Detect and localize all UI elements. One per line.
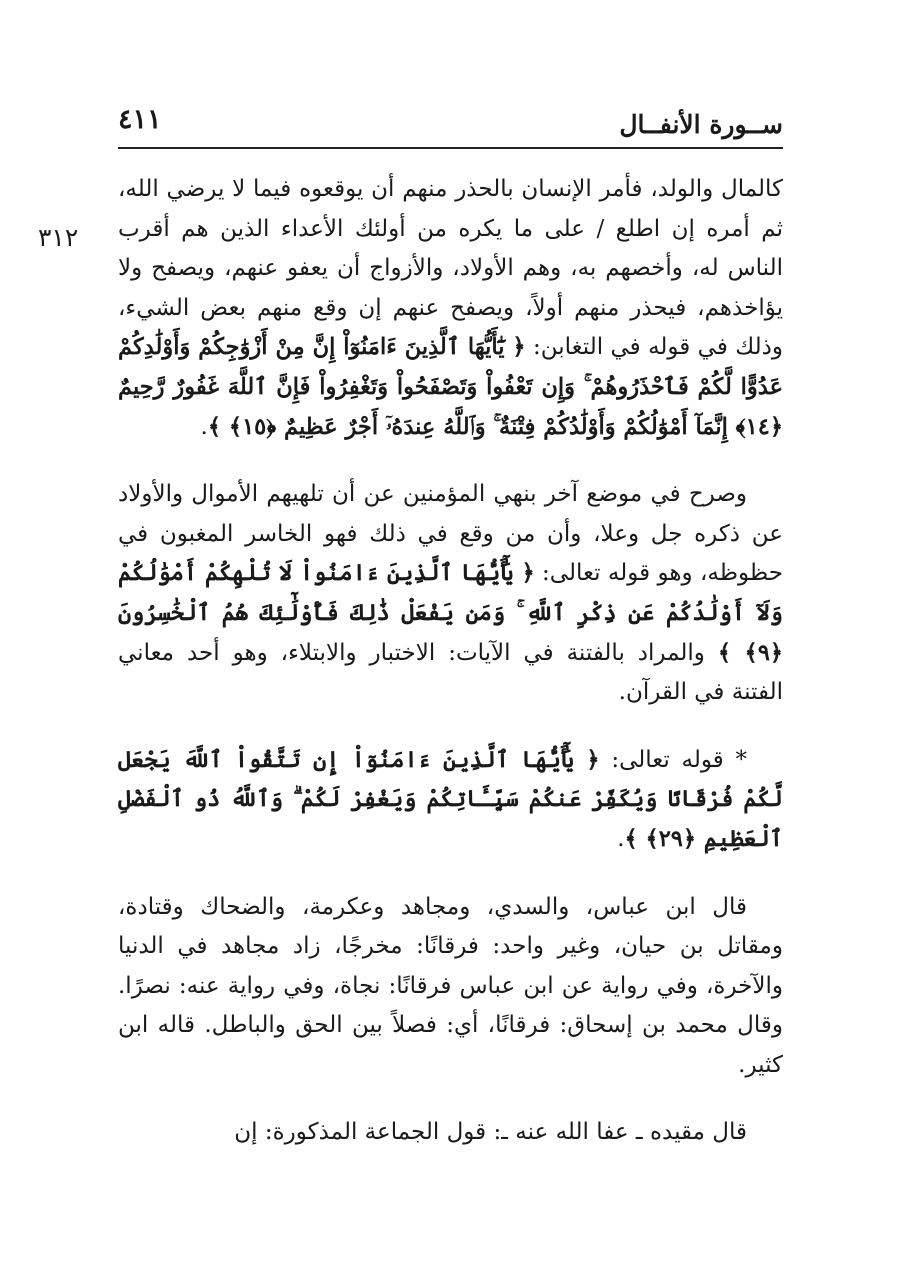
- body-text: [118, 170, 783, 1153]
- quran-verse: ﴿ يَٰٓأَيُّهَا ٱلَّذِينَ ءَامَنُوٓاْ إِن تَتَّقُواْ ٱللَّهَ يَجْعَل لَّكُمْ فُرْقَانًا وَيُكَفِّرْ عَنكُمْ سَيِّـَٔاتِكُمْ وَيَغْفِرْ لَكُمْ ۗ وَٱللَّهُ ذُو ٱلْفَضْلِ ٱلْعَظِيمِ ﴿٢٩﴾ ﴾: [118, 746, 783, 852]
- paragraph-gap: [118, 447, 783, 475]
- paragraph-text: والمراد بالفتنة في الآيات: الاختبار والابتلاء، وهو أحد معاني الفتنة في القرآن.: [118, 639, 783, 706]
- paragraph-1: [118, 170, 783, 447]
- paragraph-gap: [118, 860, 783, 888]
- paragraph-text: قال مقيده ـ عفا الله عنه ـ: قول الجماعة المذكورة: إن: [234, 1119, 747, 1146]
- paragraph-gap: [118, 1085, 783, 1113]
- paragraph-5: [118, 1113, 783, 1153]
- paragraph-4: [118, 888, 783, 1086]
- paragraph-text: كالمال والولد، فأمر الإنسان بالحذر منهم أن يوقعوه فيما لا يرضي الله، ثم أمره إن اطلع / على ما يكره من أولئك الأعداء الذين هم أقرب الناس له، وأخصهم به، وهم الأولاد، والأزواج أن يعفو عنهم، ويصفح ولا يؤاخذهم، فيحذر منهم أولاً، ويصفح عنهم إن وقع منهم بعض الشيء، وذلك في قوله في التغابن:: [118, 176, 783, 361]
- paragraph-2: [118, 475, 783, 713]
- page-header: [118, 100, 783, 148]
- quran-verse: ﴿ يَٰٓأَيُّهَا ٱلَّذِينَ ءَامَنُوٓاْ إِنَّ مِنْ أَزْوَٰجِكُمْ وَأَوْلَٰدِكُمْ عَدُوًّا لَّكُمْ فَٱحْذَرُوهُمْ ۚ وَإِن تَعْفُواْ وَتَصْفَحُواْ وَتَغْفِرُواْ فَإِنَّ ٱللَّهَ غَفُورٌ رَّحِيمٌ ﴿١٤﴾ إِنَّمَآ أَمْوَٰلُكُمْ وَأَوْلَٰدُكُمْ فِتْنَةٌ ۚ وَٱللَّهُ عِندَهُۥٓ أَجْرٌ عَظِيمٌ ﴿١٥﴾ ﴾: [118, 334, 783, 440]
- paragraph-text: * قوله تعالى:: [599, 746, 747, 773]
- quran-verse: ﴿ يَٰٓأَيُّهَا ٱلَّذِينَ ءَامَنُواْ لَا تُلْهِكُمْ أَمْوَٰلُكُمْ وَلَآ أَوْلَٰدُكُمْ عَن ذِكْرِ ٱللَّهِ ۚ وَمَن يَفْعَلْ ذَٰلِكَ فَأُوْلَٰٓئِكَ هُمُ ٱلْخَٰسِرُونَ ﴿٩﴾ ﴾: [118, 560, 783, 666]
- paragraph-text: .: [617, 825, 625, 852]
- paragraph-3: [118, 741, 783, 860]
- margin-page-reference: ٣١٢: [38, 223, 79, 252]
- paragraph-text: وصرح في موضع آخر بنهي المؤمنين عن أن تلهيهم الأموال والأولاد عن ذكره جل وعلا، وأن من وقع في ذلك فهو الخاسر المغبون في حظوظه، وهو قوله تعالى:: [118, 481, 784, 587]
- sura-title: ســورة الأنفــال: [619, 110, 783, 139]
- paragraph-gap: [118, 713, 783, 741]
- paragraph-text: قال ابن عباس، والسدي، ومجاهد وعكرمة، والضحاك وقتادة، ومقاتل بن حيان، وغير واحد: فرقانًا: مخرجًا، زاد مجاهد في الدنيا والآخرة، وفي رواية عن ابن عباس فرقانًا: نجاة، وفي رواية عنه: نصرًا. وقال محمد بن إسحاق: فرقانًا، أي: فصلاً بين الحق والباطل. قاله ابن كثير.: [118, 893, 783, 1078]
- page-number: ٤١١: [118, 104, 162, 135]
- header-rule: [118, 147, 783, 149]
- paragraph-text: .: [200, 413, 208, 440]
